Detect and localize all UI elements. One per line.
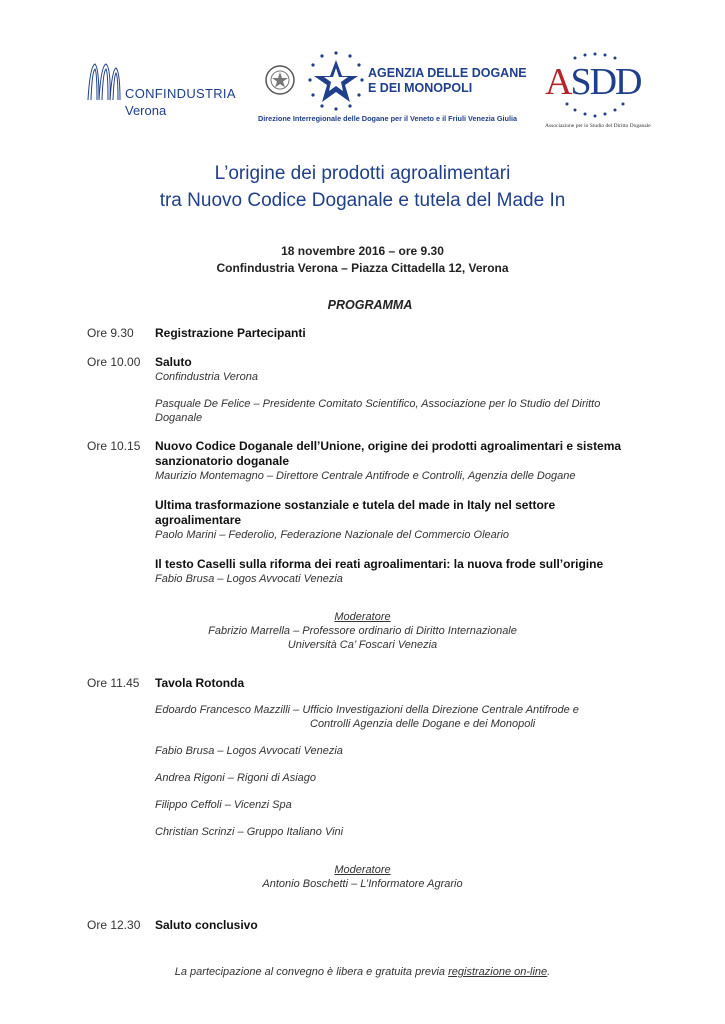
talk-title-cont: agroalimentare: [155, 513, 242, 527]
event-place: Confindustria Verona – Piazza Cittadella 12, Verona: [216, 261, 509, 275]
event-date: 18 novembre 2016 – ore 9.30: [281, 244, 444, 258]
speaker-cont: Doganale: [155, 412, 203, 424]
talk-title: Nuovo Codice Doganale dell’Unione, origine dei prodotti agroalimentari e sistema: [155, 439, 622, 453]
programma-heading: PROGRAMMA: [327, 298, 413, 312]
agenzia-direzione: Direzione Interregionale delle Dogane per il Veneto e il Friuli Venezia Giulia: [258, 114, 518, 123]
footer-text: La partecipazione al convegno è libera e gratuita previa: [174, 966, 449, 978]
schedule-time: Ore 9.30: [87, 326, 134, 340]
talk-title: Il testo Caselli sulla riforma dei reati agroalimentari: la nuova frode sull’origine: [155, 557, 604, 571]
speaker: Confindustria Verona: [155, 371, 258, 383]
confindustria-mark-icon: [85, 60, 123, 104]
schedule-time: Ore 12.30: [87, 918, 141, 932]
moderator-name: Fabrizio Marrella – Professore ordinario di Diritto Internazionale: [208, 625, 517, 637]
panelist: Edoardo Francesco Mazzilli – Ufficio Investigazioni della Direzione Centrale Antifrode e: [155, 704, 579, 716]
panelist: Andrea Rigoni – Rigoni di Asiago: [155, 772, 317, 784]
footer-end: .: [547, 966, 551, 978]
agenzia-star-icon: [306, 50, 366, 112]
schedule-title: Registrazione Partecipanti: [155, 326, 306, 340]
agenzia-name-line1: AGENZIA DELLE DOGANE: [368, 66, 527, 80]
moderator-block: [0, 863, 725, 891]
confindustria-city: Verona: [125, 103, 167, 118]
speaker: Maurizio Montemagno – Direttore Centrale Antifrode e Controlli, Agenzia delle Dogane: [155, 470, 576, 482]
schedule-title: Saluto: [155, 355, 192, 369]
agenzia-dogane-logo: [258, 46, 527, 126]
panelist: Christian Scrinzi – Gruppo Italiano Vini: [155, 826, 344, 838]
confindustria-logo: [85, 60, 235, 120]
speaker: Paolo Marini – Federolio, Federazione Nazionale del Commercio Oleario: [155, 529, 510, 541]
title-line1: L’origine dei prodotti agroalimentari: [214, 163, 511, 184]
agenzia-name-line2: E DEI MONOPOLI: [368, 81, 473, 95]
confindustria-name: CONFINDUSTRIA: [125, 86, 236, 101]
talk-title-cont: sanzionatorio doganale: [155, 454, 290, 468]
page-title: [0, 160, 725, 214]
asdd-logo: [545, 50, 655, 130]
speaker: Pasquale De Felice – Presidente Comitato Scientifico, Associazione per lo Studio del Diritto: [155, 398, 601, 410]
moderator-label: Moderatore: [334, 864, 391, 876]
logo-bar: [0, 40, 725, 130]
asdd-letters: [545, 60, 640, 104]
talk-title: Ultima trasformazione sostanziale e tutela del made in Italy nel settore: [155, 498, 556, 512]
title-line2: tra Nuovo Codice Doganale e tutela del Made In: [159, 190, 566, 211]
moderator-block: [0, 610, 725, 652]
moderator-label: Moderatore: [334, 611, 391, 623]
panelist: Fabio Brusa – Logos Avvocati Venezia: [155, 745, 343, 757]
registration-link[interactable]: registrazione on-line: [448, 966, 548, 978]
panelist: Filippo Ceffoli – Vicenzi Spa: [155, 799, 292, 811]
asdd-letter-a: A: [545, 61, 571, 103]
asdd-letters-rest: SDD: [570, 61, 641, 103]
moderator-name: Antonio Boschetti – L’Informatore Agrario: [262, 878, 463, 890]
schedule-time: Ore 10.15: [87, 439, 141, 453]
speaker: Fabio Brusa – Logos Avvocati Venezia: [155, 573, 343, 585]
schedule-title: Saluto conclusivo: [155, 918, 258, 932]
asdd-subtitle: Associazione per lo Studio del Diritto Doganale: [545, 123, 651, 129]
schedule-time: Ore 10.00: [87, 355, 141, 369]
italian-emblem-icon: [263, 60, 297, 100]
footer-note: [0, 966, 725, 978]
panelist-cont: Controlli Agenzia delle Dogane e dei Monopoli: [310, 718, 536, 730]
schedule-time: Ore 11.45: [87, 676, 140, 690]
event-info: [0, 243, 725, 277]
moderator-affiliation: Università Ca’ Foscari Venezia: [287, 639, 438, 651]
schedule-title: Tavola Rotonda: [155, 676, 245, 690]
